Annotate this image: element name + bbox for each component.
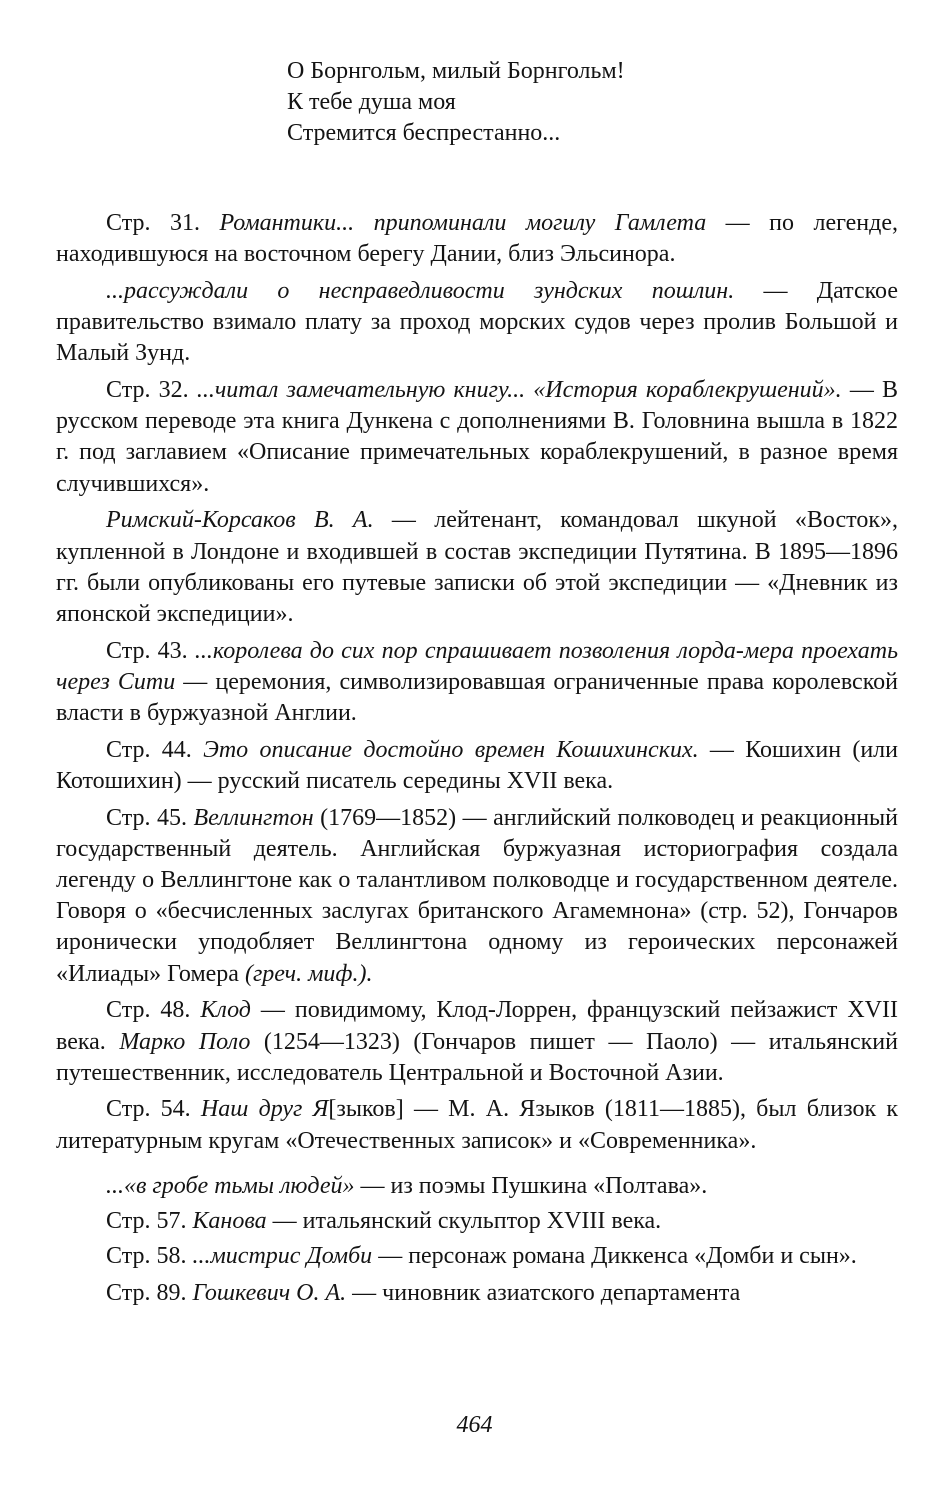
note-text: — М. А. Языков (1811—1885), был близок к литературным кругам «Отечественных записок» и «Современника». [56,1096,899,1154]
note-term: Это описание достойно времен Кошихинских. [203,736,699,763]
note-text: — лейтенант, командовал шкуной «Восток», купленной в Лондоне и входившей в состав экспедиции Путятина. В 1895—1896 гг. были опубликованы его путевые записки об этой экспедиции — «Дневник из японской экспедиции». [56,507,899,627]
note-term: ...«в гробе тьмы людей» [106,1172,355,1199]
note-term: ...читал замечательную книгу... «История кораблекрушений». [196,377,842,404]
note-text: — чиновник азиатского департамента [346,1280,741,1306]
note-text: — В русском переводе эта книга Дункена с дополнениями В. Головнина вышла в 1822 г. под заглавием «Описание примечательных кораблекрушений, в разное время случившихся». [56,377,899,497]
page-ref: Стр. 58. [106,1243,187,1270]
note-text: — Кошихин (или Котошихин) — русский писатель середины XVII века. [56,736,899,794]
note-text: — по легенде, находившуюся на восточном берегу Дании, близ Эльсинора. [56,210,898,268]
note-p57 [56,1206,898,1237]
note-term-bracket: [зыков] [328,1096,404,1123]
note-term: Романтики... припоминали могилу Гамлета [219,210,707,236]
note-abbrev: (греч. миф.). [238,960,373,987]
note-term: ...рассуждали о несправедливости зундских пошлин. [106,277,735,304]
note-p58 [56,1241,898,1272]
note-rimsky-korsakov [56,505,898,630]
note-p54 [56,1094,898,1156]
commentary-notes [56,208,898,1315]
note-text: — церемония, символизировавшая ограниченные права королевской власти в буржуазной Англии. [56,668,898,727]
page-ref: Стр. 45. [106,804,187,831]
note-p32 [56,375,898,500]
note-text: — Датское правительство взимало плату за проход морских судов через пролив Большой и Малый Зунд. [56,277,898,367]
note-term: ...мистрис Домби [192,1243,373,1270]
page-ref: Стр. 32. [106,377,189,404]
page-ref: Стр. 57. [106,1208,187,1235]
note-term: Веллингтон [193,804,314,831]
page-ref: Стр. 89. [106,1280,187,1306]
page-ref: Стр. 43. [106,637,188,664]
note-term: Клод [200,997,251,1024]
note-term: Гошкевич О. А. [192,1280,347,1306]
note-term-secondary: Марко Поло [119,1028,251,1055]
note-p31 [56,208,898,270]
page-ref: Стр. 48. [106,997,191,1024]
note-text-secondary: (1254—1323) (Гончаров пишет — Паоло) — итальянский путешественник, исследователь Центральной и Восточной Азии. [56,1028,898,1086]
poem-line: К тебе душа моя [287,89,456,115]
note-term: Римский-Корсаков В. А. [106,507,374,534]
note-term: ...королева до сих пор спрашивает позволения лорда-мера проехать через Сити [56,637,898,695]
note-p43 [56,636,898,730]
note-poltava [56,1171,898,1202]
note-term: Канова [192,1208,267,1235]
note-text: (1769—1852) — английский полководец и реакционный государственный деятель. Английская буржуазная историография создала легенду о Веллингтоне как о талантливом полководце и государственном деятеле. Говоря о «бесчисленных заслугах британского Агамемнона» (стр. 52), Гончаров иронически уподобляет Веллингтона одному из героических персонажей «Илиады» Гомера [56,804,899,987]
note-text: — из поэмы Пушкина «Полтава». [354,1172,708,1199]
page-ref: Стр. 31. [106,210,200,236]
poem-line: О Борнгольм, милый Борнгольм! [287,58,625,84]
note-p44 [56,735,898,797]
note-p48 [56,995,898,1089]
note-text: — итальянский скульптор XVIII века. [266,1208,662,1235]
page-ref: Стр. 44. [106,736,192,763]
note-p89 [56,1278,898,1309]
page-ref: Стр. 54. [106,1096,191,1123]
note-sound-dues [56,276,898,370]
note-term: Наш друг Я [200,1096,329,1123]
note-p45 [56,803,898,990]
page-number: 464 [456,1412,493,1438]
poem-line: Стремится беспрестанно... [287,120,561,146]
note-text: — персонаж романа Диккенса «Домби и сын». [372,1243,857,1270]
poem-epigraph [287,56,625,149]
note-text: — повидимому, Клод-Лоррен, французский пейзажист XVII века. [56,997,898,1055]
